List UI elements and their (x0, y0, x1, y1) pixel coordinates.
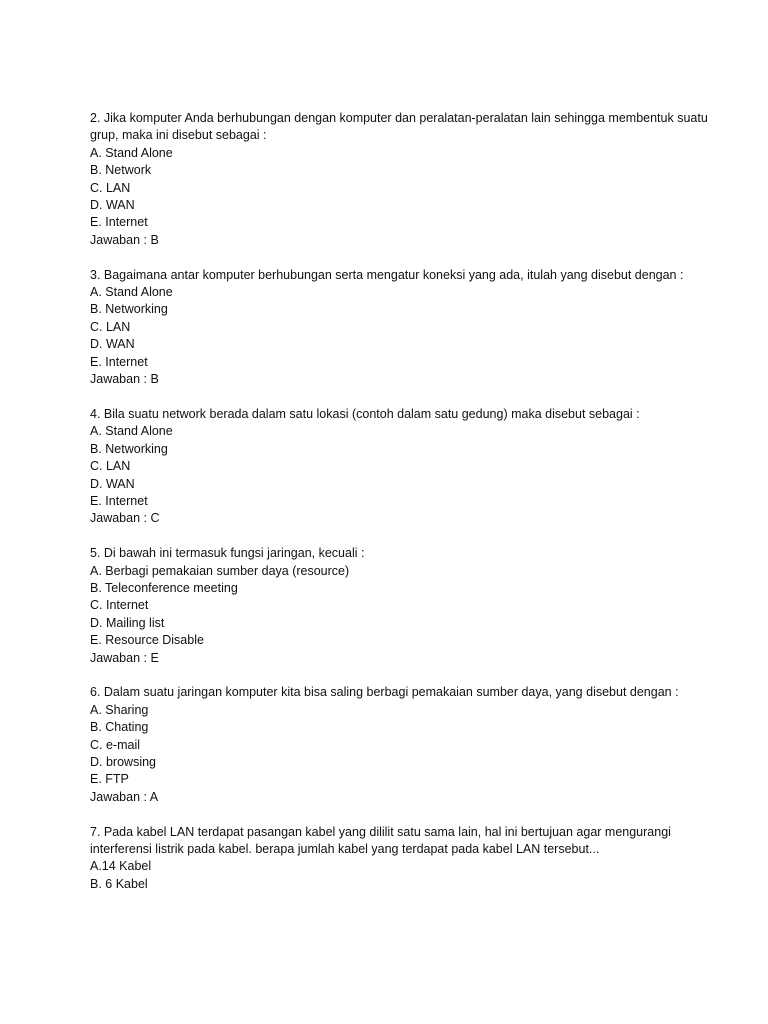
question-5 (90, 545, 710, 667)
option-a: A. Berbagi pemakaian sumber daya (resource) (90, 563, 350, 578)
option-e: E. Resource Disable (90, 633, 204, 648)
option-d: D. WAN (90, 198, 135, 213)
option-a: A. Stand Alone (90, 285, 173, 300)
question-3 (90, 267, 710, 389)
option-e: E. Internet (90, 493, 148, 508)
answer-line: Jawaban : C (90, 511, 160, 526)
option-a: A. Stand Alone (90, 145, 173, 160)
question-2 (90, 110, 710, 249)
option-b: B. Networking (90, 302, 168, 317)
question-text: 4. Bila suatu network berada dalam satu lokasi (contoh dalam satu gedung) maka disebut sebagai : (90, 406, 640, 421)
option-b: B. Teleconference meeting (90, 580, 238, 595)
option-d: D. WAN (90, 337, 135, 352)
question-text: 5. Di bawah ini termasuk fungsi jaringan, kecuali : (90, 546, 365, 561)
option-d: D. WAN (90, 476, 135, 491)
option-c: C. Internet (90, 598, 149, 613)
answer-line: Jawaban : E (90, 650, 159, 665)
option-e: E. Internet (90, 354, 148, 369)
question-7 (90, 824, 710, 894)
question-text: 2. Jika komputer Anda berhubungan dengan komputer dan peralatan-peralatan lain sehingga membentuk suatu grup, maka ini disebut sebagai : (90, 111, 708, 143)
answer-line: Jawaban : B (90, 372, 159, 387)
option-b: B. Networking (90, 441, 168, 456)
option-e: E. Internet (90, 215, 148, 230)
option-b: B. Chating (90, 720, 149, 735)
option-c: C. e-mail (90, 737, 141, 752)
option-b: B. 6 Kabel (90, 876, 148, 891)
option-c: C. LAN (90, 180, 131, 195)
option-c: C. LAN (90, 319, 131, 334)
option-b: B. Network (90, 163, 152, 178)
document-page (90, 110, 710, 911)
question-6 (90, 684, 710, 806)
question-text: 3. Bagaimana antar komputer berhubungan serta mengatur koneksi yang ada, itulah yang disebut dengan : (90, 267, 684, 282)
option-c: C. LAN (90, 459, 131, 474)
answer-line: Jawaban : A (90, 789, 159, 804)
option-a: A. Stand Alone (90, 424, 173, 439)
option-d: D. browsing (90, 754, 156, 769)
option-d: D. Mailing list (90, 615, 165, 630)
question-4 (90, 406, 710, 528)
answer-line: Jawaban : B (90, 232, 159, 247)
option-e: E. FTP (90, 772, 129, 787)
question-text: 7. Pada kabel LAN terdapat pasangan kabel yang dililit satu sama lain, hal ini bertujuan agar mengurangi interferensi listrik pada kabel. berapa jumlah kabel yang terdapat pada kabel LAN tersebut... (90, 824, 671, 856)
option-a: A.14 Kabel (90, 859, 152, 874)
option-a: A. Sharing (90, 702, 149, 717)
question-text: 6. Dalam suatu jaringan komputer kita bisa saling berbagi pemakaian sumber daya, yang disebut dengan : (90, 685, 679, 700)
